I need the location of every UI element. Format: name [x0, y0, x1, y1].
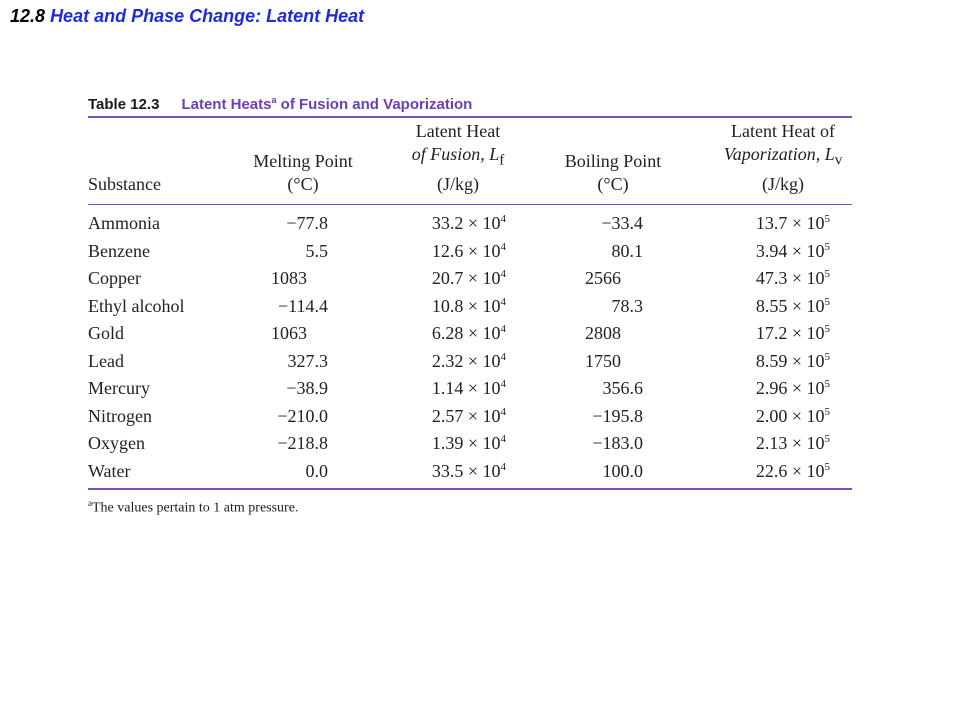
cell-fusion-mantissa: 2.32 × 10: [431, 350, 501, 371]
cell-fusion-exponent: 4: [500, 460, 506, 473]
cell-fusion-mantissa: 33.5 × 10: [431, 460, 501, 481]
footnote-mark: a: [88, 498, 92, 508]
cell-substance: Lead: [88, 350, 124, 371]
cell-fusion-exponent: 4: [500, 268, 506, 280]
table-title: [181, 96, 472, 113]
header-melting-line-2: (°C): [287, 174, 319, 194]
cell-fusion-mantissa: 33.2 × 10: [431, 213, 501, 233]
cell-vapor-mantissa: 3.94 × 10: [755, 240, 825, 261]
table-row: [88, 237, 852, 265]
cell-latent-vaporization: [718, 323, 830, 344]
cell-melting-point: −218.8: [277, 433, 328, 453]
header-boiling-line-2: (°C): [597, 174, 629, 194]
cell-fusion-mantissa: 20.7 × 10: [431, 268, 501, 288]
cell-boiling-point: 2808: [585, 323, 621, 343]
cell-latent-fusion: [398, 323, 506, 344]
cell-vapor-mantissa: 47.3 × 10: [755, 268, 825, 288]
header-melting-line-1: Melting Point: [253, 151, 353, 171]
cell-vapor-mantissa: 17.2 × 10: [755, 323, 825, 343]
cell-boiling-point: 356.6: [602, 378, 643, 398]
table-title-footnote-mark: a: [271, 95, 277, 105]
cell-latent-vaporization: [718, 461, 830, 482]
cell-vapor-exponent: 5: [824, 460, 830, 473]
table-footnote: [88, 498, 852, 517]
header-fusion-line-1: Latent Heat: [415, 121, 501, 142]
cell-fusion-mantissa: 1.14 × 10: [431, 378, 501, 398]
header-boiling-point: [543, 150, 683, 196]
header-substance-line: Substance: [88, 174, 161, 194]
cell-boiling-point: −195.8: [592, 405, 643, 426]
cell-fusion-exponent: 4: [500, 378, 506, 390]
header-latent-fusion: [388, 120, 528, 196]
cell-fusion-mantissa: 10.8 × 10: [431, 295, 501, 316]
table-row: [88, 347, 852, 375]
cell-latent-fusion: [398, 351, 506, 372]
cell-vapor-exponent: 5: [824, 433, 830, 445]
cell-melting-point: 327.3: [287, 350, 328, 371]
cell-substance: Ethyl alcohol: [88, 295, 185, 316]
cell-latent-fusion: [398, 268, 506, 289]
section-number: 12.8: [10, 6, 46, 26]
cell-vapor-exponent: 5: [824, 295, 830, 308]
cell-vapor-exponent: 5: [824, 213, 830, 225]
cell-vapor-mantissa: 8.55 × 10: [755, 295, 825, 316]
table-row: [88, 374, 852, 402]
table-row: [88, 457, 852, 485]
cell-latent-vaporization: [718, 433, 830, 454]
header-fusion-line-3: (J/kg): [437, 174, 479, 194]
header-substance: [88, 173, 161, 196]
cell-boiling-point: 1750: [585, 350, 621, 371]
cell-fusion-mantissa: 2.57 × 10: [431, 405, 501, 426]
table-title-rest: of Fusion and Vaporization: [276, 96, 473, 113]
cell-substance: Mercury: [88, 378, 150, 398]
cell-latent-vaporization: [718, 213, 830, 234]
cell-melting-point: −114.4: [278, 295, 328, 316]
header-vapor-line-3: (J/kg): [762, 174, 804, 194]
cell-fusion-exponent: 4: [500, 213, 506, 225]
table-caption: [88, 88, 852, 112]
table-row: [88, 319, 852, 347]
table-row: [88, 429, 852, 457]
cell-fusion-mantissa: 1.39 × 10: [431, 433, 501, 453]
cell-melting-point: 1083: [271, 268, 307, 288]
cell-vapor-exponent: 5: [824, 378, 830, 390]
cell-fusion-mantissa: 12.6 × 10: [431, 240, 501, 261]
cell-vapor-exponent: 5: [824, 405, 830, 418]
cell-latent-vaporization: [718, 406, 830, 427]
cell-substance: Benzene: [88, 240, 150, 261]
cell-fusion-mantissa: 6.28 × 10: [431, 323, 501, 343]
cell-boiling-point: 80.1: [611, 240, 643, 261]
cell-vapor-mantissa: 2.00 × 10: [755, 405, 825, 426]
cell-latent-fusion: [398, 461, 506, 482]
cell-substance: Copper: [88, 268, 141, 288]
header-fusion-line-2: [388, 143, 528, 173]
table-row: [88, 264, 852, 292]
slide-title: [10, 6, 364, 27]
cell-fusion-exponent: 4: [500, 433, 506, 445]
section-title: Heat and Phase Change: Latent Heat: [50, 6, 365, 26]
cell-latent-fusion: [398, 378, 506, 399]
cell-boiling-point: 78.3: [611, 295, 643, 316]
cell-latent-fusion: [398, 296, 506, 317]
table-row: [88, 292, 852, 320]
table-body: [88, 205, 852, 488]
latent-heat-table: [88, 88, 852, 517]
cell-vapor-mantissa: 8.59 × 10: [755, 350, 825, 371]
cell-vapor-mantissa: 13.7 × 10: [755, 213, 825, 233]
cell-latent-vaporization: [718, 268, 830, 289]
table-row: [88, 402, 852, 430]
cell-vapor-mantissa: 22.6 × 10: [755, 460, 825, 481]
cell-boiling-point: −33.4: [601, 213, 643, 233]
cell-fusion-exponent: 4: [500, 240, 506, 253]
table-row: [88, 209, 852, 237]
cell-melting-point: 5.5: [305, 240, 328, 261]
cell-vapor-exponent: 5: [824, 323, 830, 335]
cell-vapor-exponent: 5: [824, 268, 830, 280]
cell-fusion-exponent: 4: [500, 405, 506, 418]
cell-vapor-exponent: 5: [824, 240, 830, 253]
cell-fusion-exponent: 4: [500, 323, 506, 335]
cell-melting-point: 0.0: [305, 460, 328, 481]
header-vapor-symbol: Vaporization, L: [723, 144, 835, 165]
cell-boiling-point: −183.0: [592, 433, 643, 453]
cell-latent-vaporization: [718, 378, 830, 399]
cell-fusion-exponent: 4: [500, 350, 506, 363]
cell-latent-fusion: [398, 406, 506, 427]
cell-boiling-point: 100.0: [602, 460, 643, 481]
cell-latent-vaporization: [718, 351, 830, 372]
cell-vapor-exponent: 5: [824, 350, 830, 363]
header-vapor-line-2: [698, 143, 868, 173]
header-melting-point: [228, 150, 378, 196]
cell-boiling-point: 2566: [585, 268, 621, 288]
table-title-main: Latent Heats: [181, 96, 272, 113]
cell-substance: Water: [88, 460, 131, 481]
header-vapor-line-1: Latent Heat of: [731, 121, 835, 142]
cell-substance: Ammonia: [88, 213, 160, 233]
cell-vapor-mantissa: 2.96 × 10: [755, 378, 825, 398]
cell-substance: Gold: [88, 323, 124, 343]
cell-melting-point: 1063: [271, 323, 307, 343]
cell-latent-fusion: [398, 213, 506, 234]
cell-melting-point: −38.9: [286, 378, 328, 398]
cell-melting-point: −77.8: [286, 213, 328, 233]
header-fusion-symbol: of Fusion, L: [411, 144, 500, 165]
cell-latent-fusion: [398, 241, 506, 262]
header-boiling-line-1: Boiling Point: [564, 151, 662, 171]
table-number: Table 12.3: [88, 96, 160, 113]
cell-latent-fusion: [398, 433, 506, 454]
cell-substance: Nitrogen: [88, 405, 152, 426]
footnote-text: The values pertain to 1 atm pressure.: [92, 500, 299, 516]
header-latent-vaporization: [698, 120, 868, 196]
cell-melting-point: −210.0: [277, 405, 328, 426]
cell-latent-vaporization: [718, 296, 830, 317]
table-header: [88, 118, 852, 204]
cell-vapor-mantissa: 2.13 × 10: [755, 433, 825, 453]
cell-latent-vaporization: [718, 241, 830, 262]
cell-fusion-exponent: 4: [500, 295, 506, 308]
header-fusion-subscript: f: [499, 153, 505, 169]
table-bottom-rule: [88, 488, 852, 490]
cell-substance: Oxygen: [88, 433, 145, 453]
header-vapor-subscript: v: [834, 153, 843, 169]
